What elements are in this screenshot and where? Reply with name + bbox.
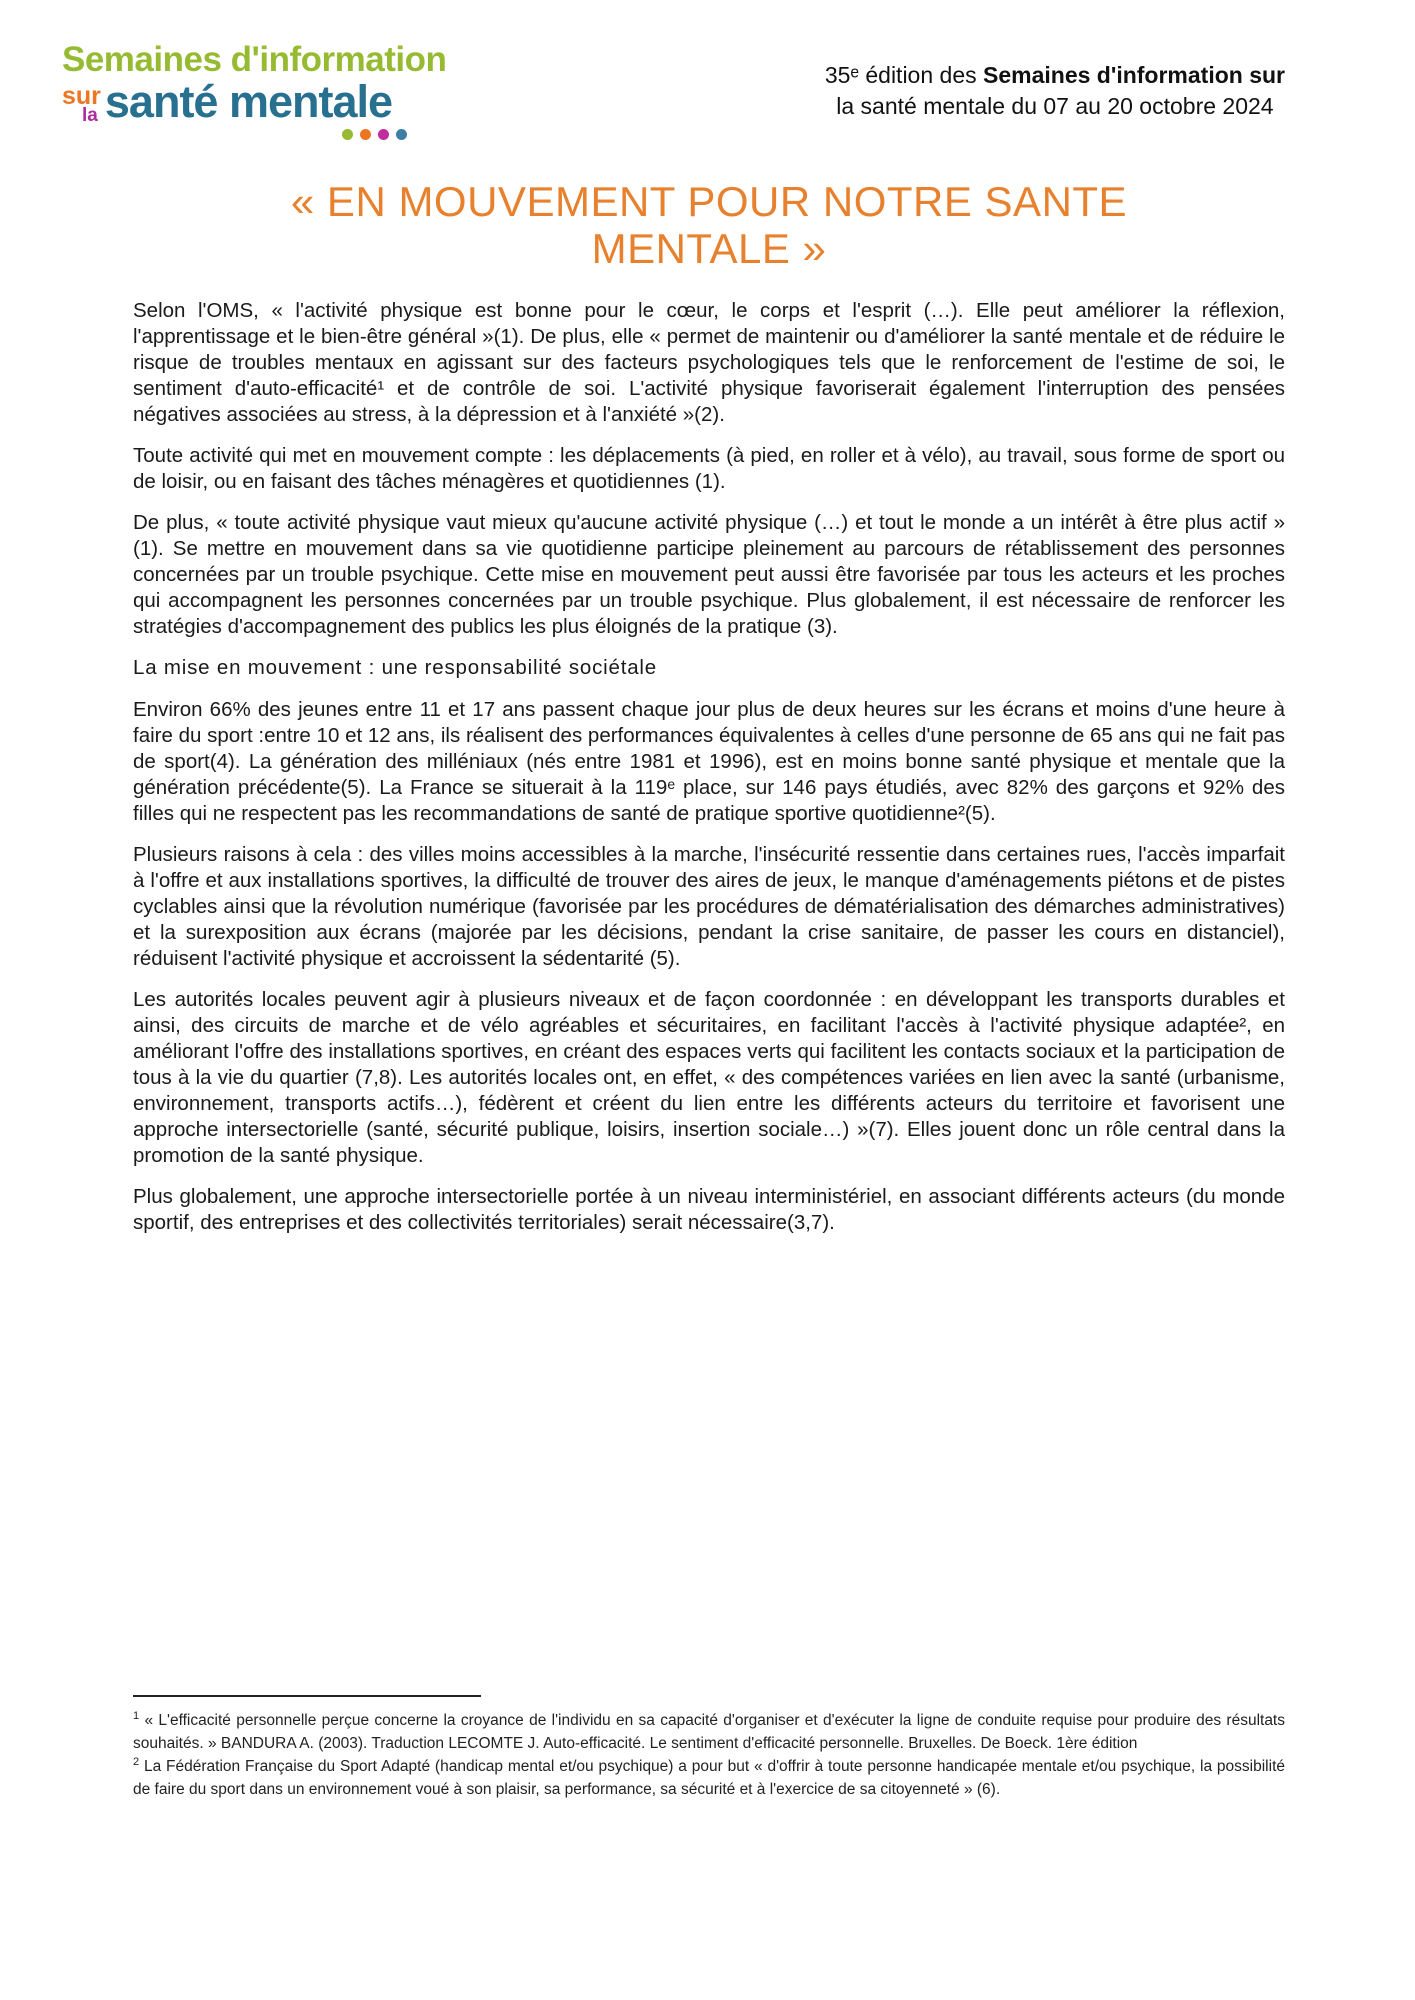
logo-text-sante-mentale: santé mentale xyxy=(104,76,393,127)
edition-banner-line2: la santé mentale du 07 au 20 octobre 2024 xyxy=(836,93,1274,119)
footnotes-section xyxy=(133,1695,1285,1801)
footnote-1-text: « L'efficacité personnelle perçue concerne la croyance de l'individu en sa capacité d'organiser et d'exécuter la ligne de conduite requise pour produire des résultats souhaités. » BANDURA A. (2003). Traduction LECOMTE J. Auto-efficacité. Le sentiment d'efficacité personnelle. Bruxelles. De Boeck. 1ère édition xyxy=(133,1712,1285,1752)
edition-title-bold: Semaines d'information sur xyxy=(983,62,1285,88)
logo-dot-orange xyxy=(360,129,371,140)
paragraph-plus-globalement: Plus globalement, une approche intersectorielle portée à un niveau interministériel, en associant différents acteurs (du monde sportif, des entreprises et des collectivités territoriales) serait nécessaire(3,7). xyxy=(133,1185,1285,1234)
logo-line2 xyxy=(62,76,422,127)
logo-dot-magenta xyxy=(378,129,389,140)
logo-text-semaines: Semaines d'information xyxy=(62,40,447,79)
footnote-1 xyxy=(133,1709,1285,1755)
paragraph-de-plus: De plus, « toute activité physique vaut mieux qu'aucune activité physique (…) et tout le monde a un intérêt à être plus actif » (1). Se mettre en mouvement dans sa vie quotidienne participe pleinement au parcours de rétablissement des personnes concernées par un trouble psychique. Cette mise en mouvement peut aussi être favorisée par tous les acteurs et les proches qui accompagnent les personnes concernées par un trouble psychique. Plus globalement, il est nécessaire de renforcer les stratégies d'accompagnement des publics les plus éloignés de la pratique (3). xyxy=(133,511,1285,638)
page-title-line1: « EN MOUVEMENT POUR NOTRE SANTE xyxy=(290,178,1128,225)
logo-dot-blue xyxy=(396,129,407,140)
footnote-2-marker: 2 xyxy=(133,1755,140,1768)
logo-dots xyxy=(62,129,417,140)
logo-text-sur: sur xyxy=(62,81,101,110)
page-title-line2: MENTALE » xyxy=(591,225,827,272)
edition-banner xyxy=(825,60,1285,122)
logo-dot-green xyxy=(342,129,353,140)
page-header xyxy=(62,42,1285,140)
footnote-2 xyxy=(133,1755,1285,1801)
paragraph-jeunes-ecrans: Environ 66% des jeunes entre 11 et 17 ans passent chaque jour plus de deux heures sur les écrans et moins d'une heure à faire du sport :entre 10 et 12 ans, ils réalisent des performances équivalentes à celles d'une personne de 65 ans qui ne fait pas de sport(4). La génération des milléniaux (nés entre 1981 et 1996), est en moins bonne santé physique et mentale que la génération précédente(5). La France se situerait à la 119ᵉ place, sur 146 pays étudiés, avec 82% des garçons et 92% des filles qui ne respectent pas les recommandations de santé de pratique sportive quotidienne²(5). xyxy=(133,698,1285,825)
footnote-2-text: La Fédération Française du Sport Adapté (handicap mental et/ou psychique) a pour but « d'offrir à toute personne handicapée mentale et/ou psychique, la possibilité de faire du sport dans un environnement voué à son plaisir, sa performance, sa sécurité et à l'exercice de sa citoyenneté » (6). xyxy=(133,1758,1285,1798)
footnote-separator xyxy=(133,1695,481,1697)
sism-logo xyxy=(62,40,447,140)
footnote-1-marker: 1 xyxy=(133,1709,140,1722)
document-body xyxy=(133,178,1285,1251)
logo-text-la: la xyxy=(82,104,98,126)
section-heading-mise-en-mouvement: La mise en mouvement : une responsabilité sociétale xyxy=(133,656,657,679)
edition-number: 35ᵉ édition des xyxy=(824,62,984,88)
paragraph-oms: Selon l'OMS, « l'activité physique est bonne pour le cœur, le corps et l'esprit (…). Elle peut améliorer la réflexion, l'apprentissage et le bien-être général »(1). De plus, elle « permet de maintenir ou d'améliorer la santé mentale et de réduire le risque de troubles mentaux en agissant sur des facteurs psychologiques tels que le renforcement de l'estime de soi, le sentiment d'auto-efficacité¹ et de contrôle de soi. L'activité physique favoriserait également l'interruption des pensées négatives associées au stress, à la dépression et à l'anxiété »(2). xyxy=(133,299,1285,426)
logo-surla xyxy=(62,81,101,126)
edition-banner-line1 xyxy=(825,60,1285,91)
paragraph-plusieurs-raisons: Plusieurs raisons à cela : des villes moins accessibles à la marche, l'insécurité ressentie dans certaines rues, l'accès imparfait à l'offre et aux installations sportives, la difficulté de trouver des aires de jeux, le manque d'aménagements piétons et de pistes cyclables ainsi que la révolution numérique (favorisée par les procédures de dématérialisation des démarches administratives) et la surexposition aux écrans (majorée par les décisions, pendant la crise sanitaire, de passer les cours en distanciel), réduisent l'activité physique et accroissent la sédentarité (5). xyxy=(133,843,1285,970)
page-title xyxy=(133,178,1285,272)
paragraph-toute-activite: Toute activité qui met en mouvement compte : les déplacements (à pied, en roller et à vélo), au travail, sous forme de sport ou de loisir, ou en faisant des tâches ménagères et quotidiennes (1). xyxy=(133,444,1285,493)
paragraph-autorites-locales: Les autorités locales peuvent agir à plusieurs niveaux et de façon coordonnée : en développant les transports durables et ainsi, des circuits de marche et de vélo agréables et sécuritaires, en facilitant l'accès à l'activité physique adaptée², en améliorant l'offre des installations sportives, en créant des espaces verts qui facilitent les contacts sociaux et la participation de tous à la vie du quartier (7,8). Les autorités locales ont, en effet, « des compétences variées en lien avec la santé (urbanisme, environnement, transports actifs…), fédèrent et créent du lien entre les différents acteurs du territoire et favorisent une approche intersectorielle (santé, sécurité publique, loisirs, insertion sociale…) »(7). Elles jouent donc un rôle central dans la promotion de la santé physique. xyxy=(133,988,1285,1167)
